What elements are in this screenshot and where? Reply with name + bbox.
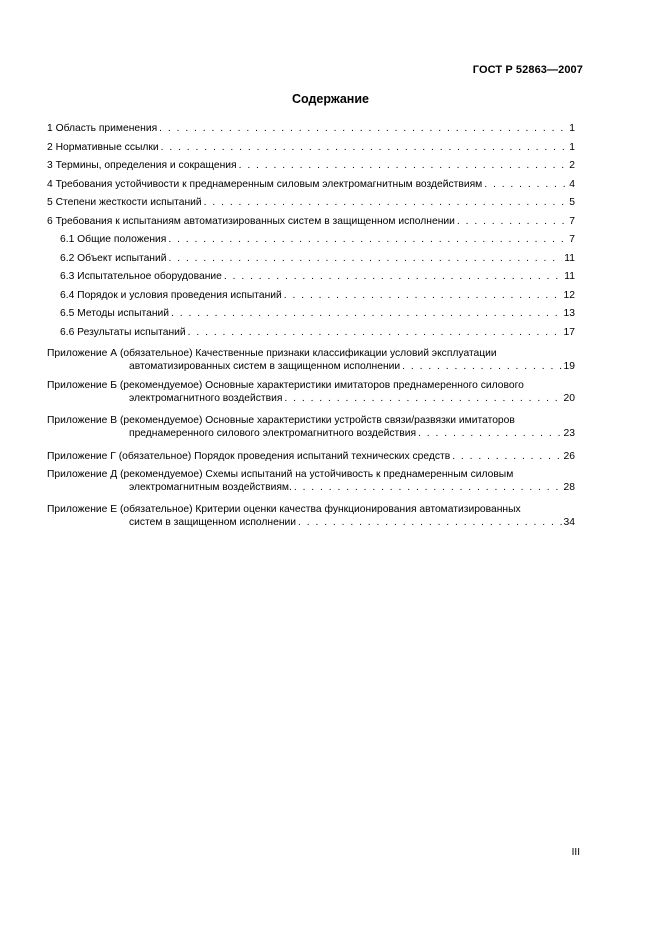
document-id: ГОСТ Р 52863—2007 xyxy=(472,64,583,76)
toc-entry[interactable]: 6 Требования к испытаниям автоматизированных систем в защищенном исполнении . . . 7 xyxy=(47,215,575,228)
toc-subentry[interactable]: 6.6 Результаты испытаний . . . 17 xyxy=(60,326,575,339)
toc-subentry[interactable]: 6.4 Порядок и условия проведения испытаний . . . 12 xyxy=(60,289,575,302)
toc-annex-v[interactable]: Приложение В (рекомендуемое) Основные характеристики устройств связи/развязки имитаторов преднамеренного силового электромагнитного воздействия . . . 23 xyxy=(47,414,575,444)
toc-annex-d[interactable]: Приложение Д (рекомендуемое) Схемы испытаний на устойчивость к преднамеренным силовым электромагнитным воздействиям. . . . 28 xyxy=(47,468,575,498)
toc-annex-b[interactable]: Приложение Б (рекомендуемое) Основные характеристики имитаторов преднамеренного силового электромагнитного воздействия . . . 20 xyxy=(47,379,575,409)
toc-entry[interactable]: 4 Требования устойчивости к преднамеренным силовым электромагнитным воздействиям . . . 4 xyxy=(47,178,575,191)
page-title: Содержание xyxy=(291,92,369,106)
toc-entry[interactable]: 2 Нормативные ссылки . . . 1 xyxy=(47,141,575,154)
toc-annex-e[interactable]: Приложение Е (обязательное) Критерии оценки качества функционирования автоматизированных систем в защищенном исполнении . . . 34 xyxy=(47,503,575,533)
toc-entry[interactable]: 1 Область применения . . . 1 xyxy=(47,122,575,135)
toc-subentry[interactable]: 6.3 Испытательное оборудование . . . 11 xyxy=(60,270,575,283)
toc-entry[interactable]: 5 Степени жесткости испытаний . . . 5 xyxy=(47,196,575,209)
toc-annex-a[interactable]: Приложение А (обязательное) Качественные признаки классификации условий эксплуатации автоматизированных систем в защищенном исполнении . . . 19 xyxy=(47,347,575,377)
toc-subentry[interactable]: 6.1 Общие положения . . . 7 xyxy=(60,233,575,246)
toc-annex-g[interactable]: Приложение Г (обязательное) Порядок проведения испытаний технических средств . . . 26 xyxy=(47,450,575,463)
page-number: III xyxy=(571,847,580,858)
toc-subentry[interactable]: 6.2 Объект испытаний . . . 11 xyxy=(60,252,575,265)
toc-entry[interactable]: 3 Термины, определения и сокращения . . . 2 xyxy=(47,159,575,172)
toc-subentry[interactable]: 6.5 Методы испытаний . . . 13 xyxy=(60,307,575,320)
